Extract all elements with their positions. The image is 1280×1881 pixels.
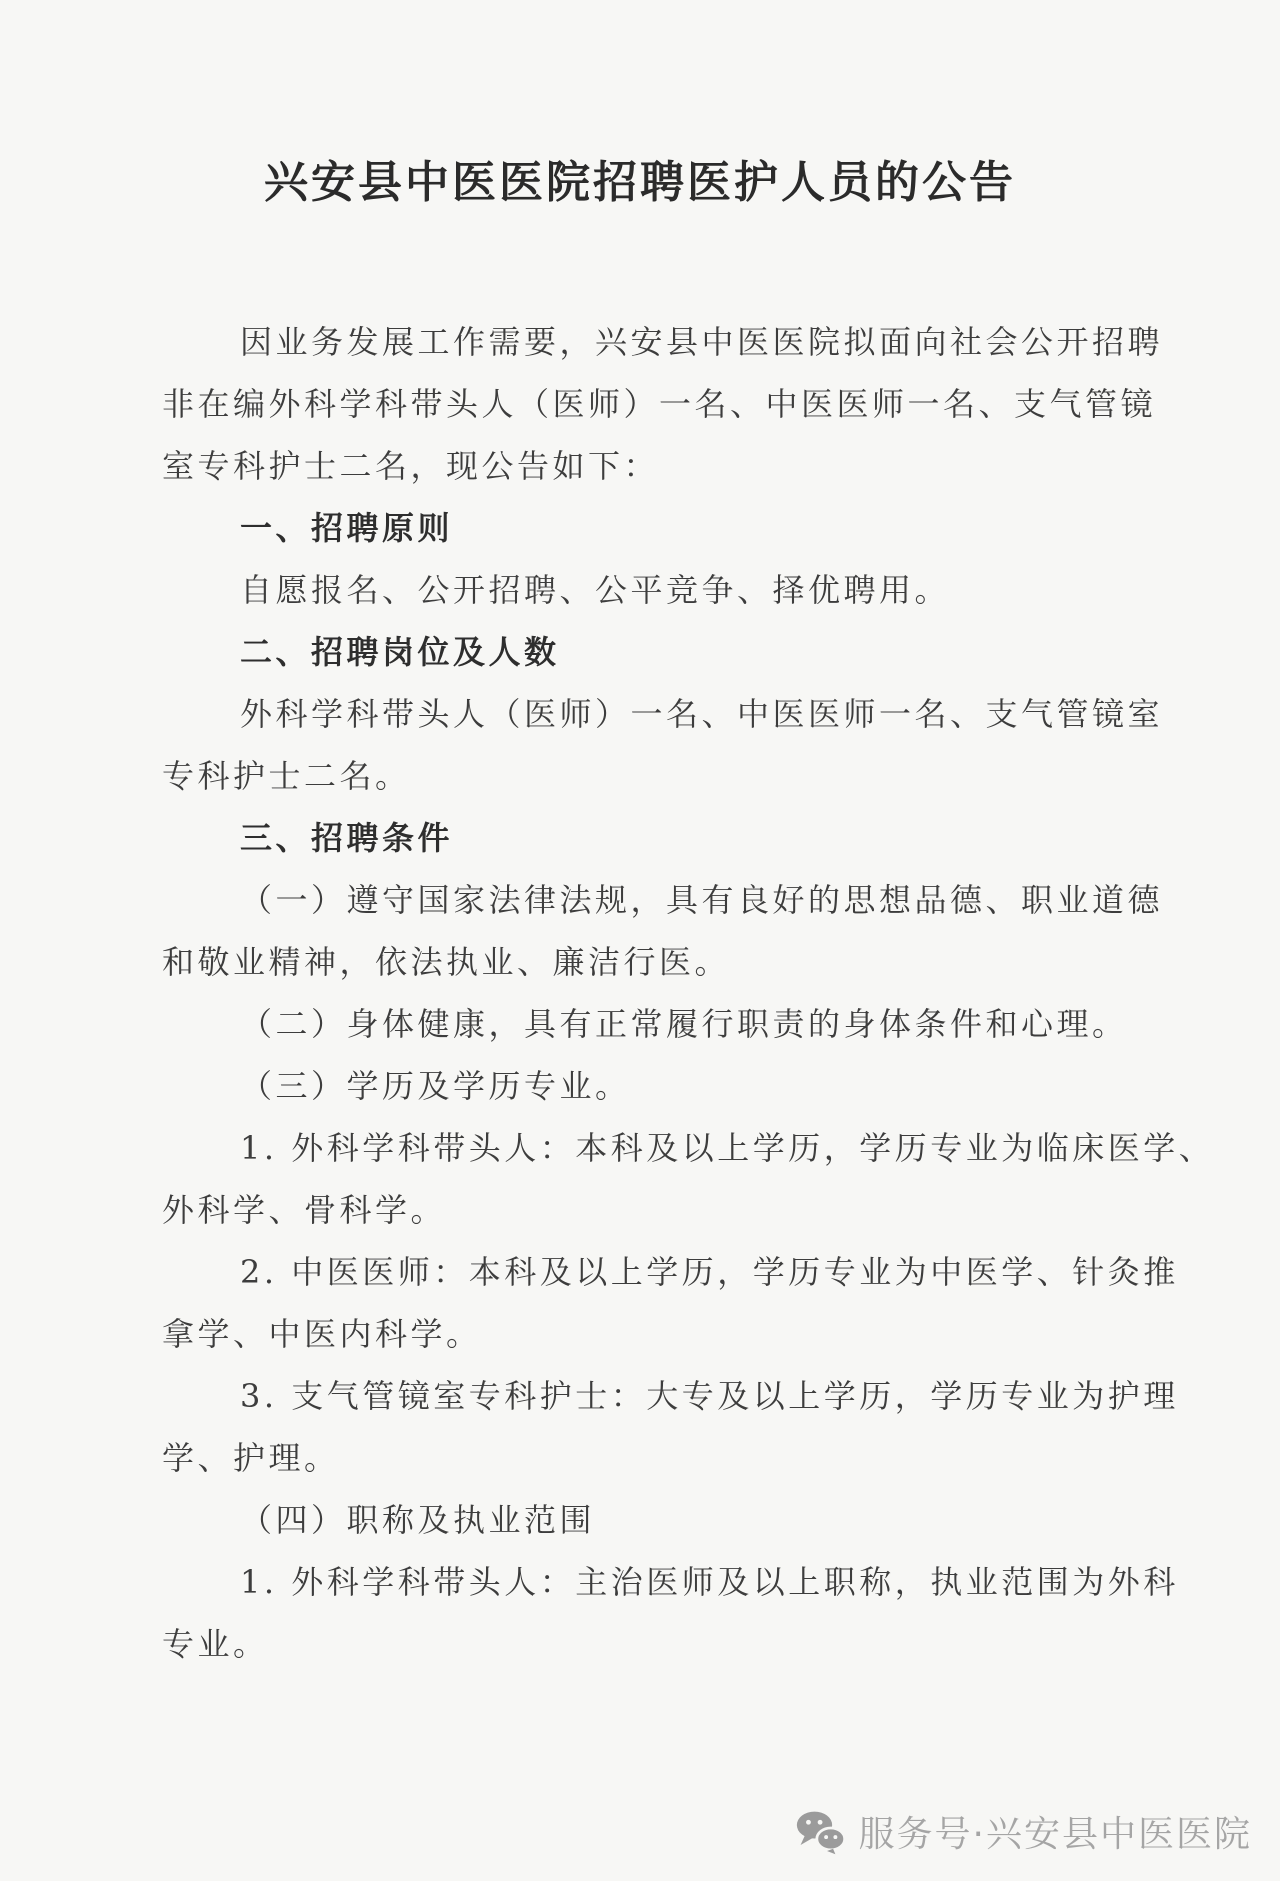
wechat-account-footer: [795, 1806, 1252, 1857]
document-line: 外科学科带头人（医师）一名、中医医师一名、支气管镜室: [240, 695, 1164, 733]
document-heading-line: 二、招聘岗位及人数: [240, 633, 560, 671]
document-body: [162, 311, 1215, 1675]
document-line: 非在编外科学科带头人（医师）一名、中医医师一名、支气管镜: [162, 385, 1157, 423]
document-line: 外科学、骨科学。: [162, 1191, 447, 1229]
document-line: 专科护士二名。: [162, 757, 411, 795]
document-line: 1. 外科学科带头人：主治医师及以上职称，执业范围为外科: [240, 1563, 1179, 1601]
document-line: 和敬业精神，依法执业、廉洁行医。: [162, 943, 731, 981]
document-line: （三）学历及学历专业。: [240, 1067, 631, 1105]
document-line: （四）职称及执业范围: [240, 1501, 596, 1539]
document-line: 专业。: [162, 1625, 269, 1663]
document-line: 因业务发展工作需要，兴安县中医医院拟面向社会公开招聘: [240, 323, 1164, 361]
document-line: 2. 中医医师：本科及以上学历，学历专业为中医学、针灸推: [240, 1253, 1179, 1291]
wechat-account-label: 服务号·兴安县中医医院: [858, 1814, 1252, 1855]
document-line: （一）遵守国家法律法规，具有良好的思想品德、职业道德: [240, 881, 1164, 919]
document-line: （二）身体健康，具有正常履行职责的身体条件和心理。: [240, 1005, 1128, 1043]
document-line: 3. 支气管镜室专科护士：大专及以上学历，学历专业为护理: [240, 1377, 1179, 1415]
document-heading-line: 三、招聘条件: [240, 819, 454, 857]
document-line: 室专科护士二名，现公告如下：: [162, 447, 660, 485]
document-line: 自愿报名、公开招聘、公平竞争、择优聘用。: [240, 571, 951, 609]
wechat-icon: [795, 1809, 847, 1855]
document-heading-line: 一、招聘原则: [240, 509, 454, 547]
document-line: 学、护理。: [162, 1439, 340, 1477]
document-line: 1. 外科学科带头人：本科及以上学历，学历专业为临床医学、: [240, 1129, 1215, 1167]
document-title: 兴安县中医医院招聘医护人员的公告: [264, 157, 1016, 208]
document-line: 拿学、中医内科学。: [162, 1315, 482, 1353]
